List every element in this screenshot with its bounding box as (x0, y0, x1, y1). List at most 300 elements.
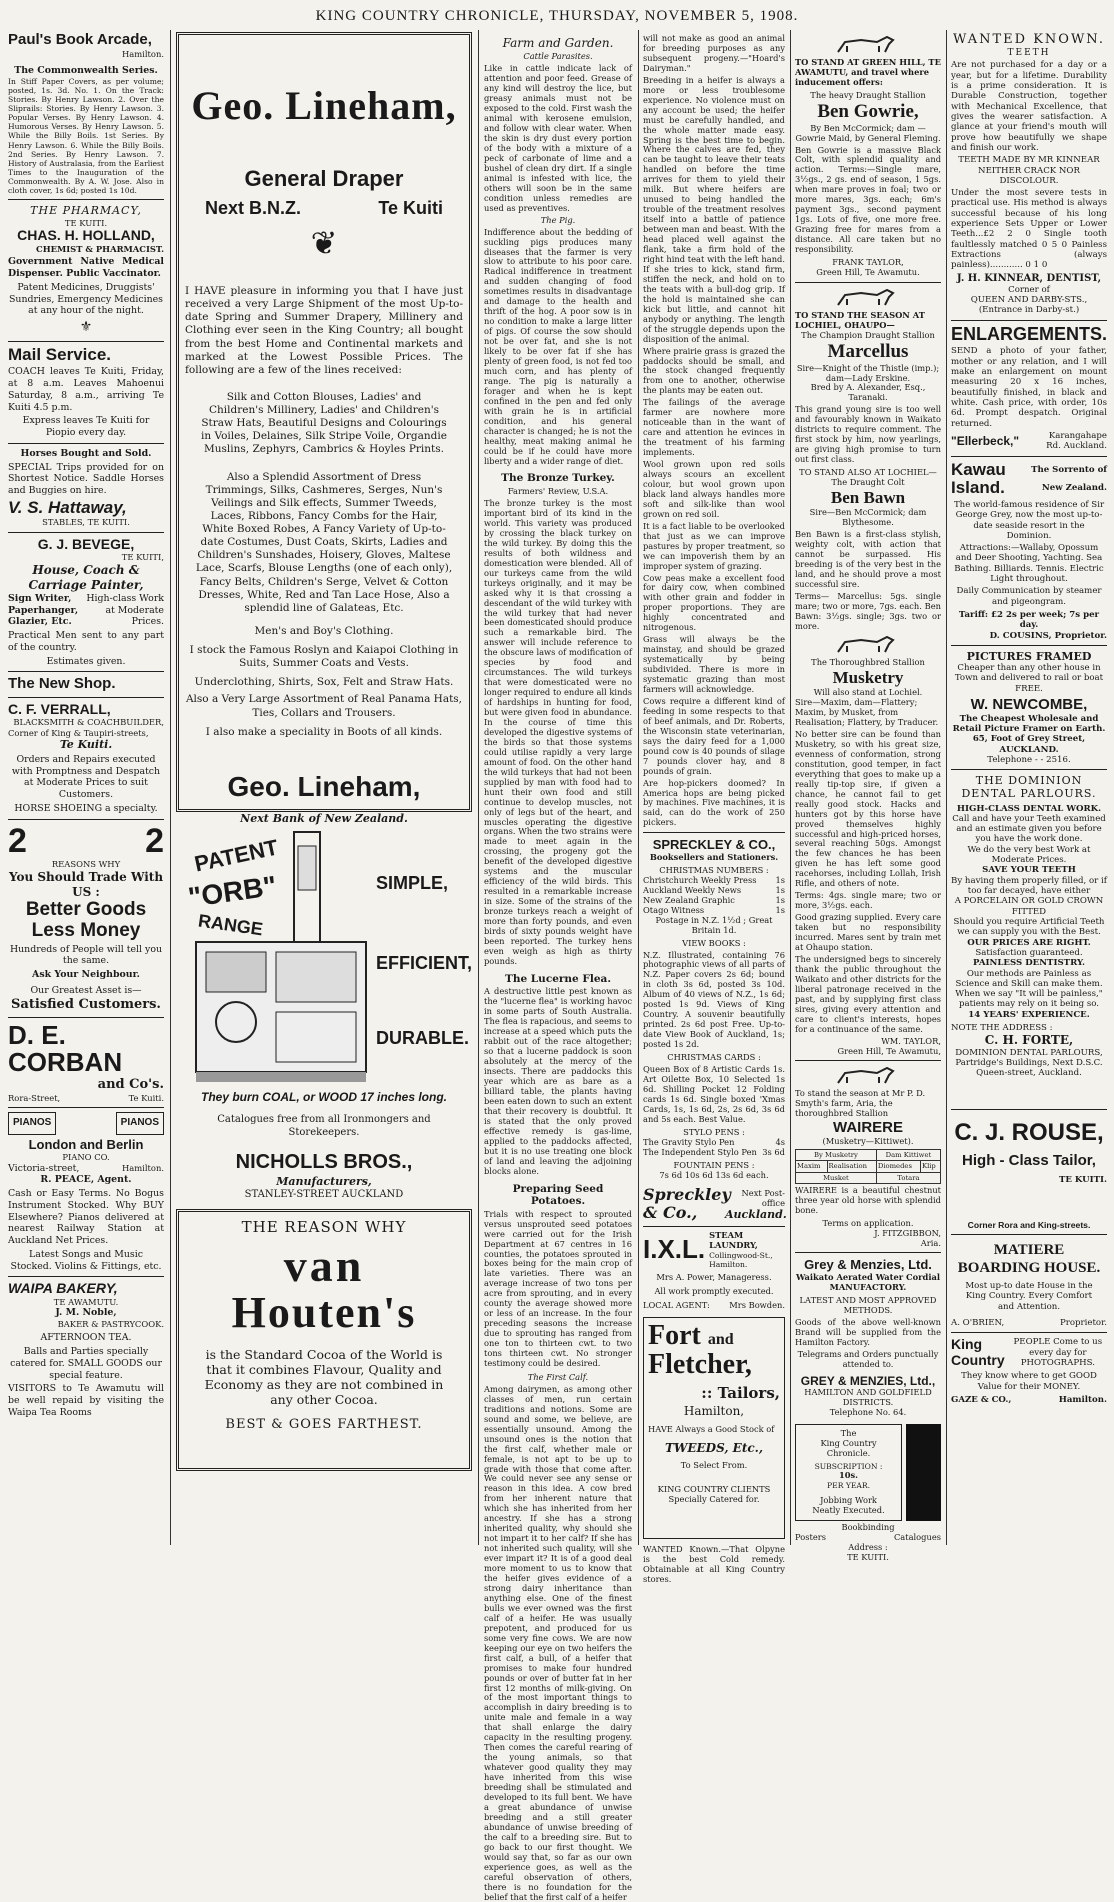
pig-text: Indifference about the bedding of suckling pigs produces many diseases that the farmer is very slow to attribute to his poor care. Radical indifference in treatment and sudden changing of food sometimes results in disadvantage and damage to the health and thrift of the hog. A poor sow is in no condition to make a large litter of pigs. Of course the sow should not be over fat, and she is not likely to be over fat if she has plenty of green food, is not fed too much corn, and has plenty of range. The pig is naturally a forager and when he is kept confined in the pen and fed only with grain he is in artificial condition, and his general character is changed; he is not the healthy, meat making animal he could be if he could have more liberty and a wider range of diet. (484, 226, 632, 466)
sorrento: The Sorrento of (1031, 464, 1107, 475)
orb-label: "ORB" (186, 869, 279, 914)
cattle-text: Like in cattle indicate lack of attention and poor feed. Grease of any kind will destroy the lice, but greasy animals must not be exposed to the cold. First wash the animal with kerosene emulsion, and follow with clear water. When the skin is dry dust every portion of the body with a mixture of a peck of carbonate of lime and a bushel of clean dry dirt. If a single animal is infested with lice, the others will soon be in the same condition unless remedies are used as preventives. (484, 63, 632, 213)
satisfied: Satisfied Customers. (11, 996, 161, 1012)
mens-clothing: Men's and Boy's Clothing. (254, 624, 394, 637)
two-reasons (8, 821, 164, 860)
holland-role: CHEMIST & PHARMACIST. (36, 243, 164, 254)
location-row (205, 197, 443, 220)
subscription: SUBSCRIPTION : (814, 1461, 883, 1471)
corban-street: Rora-Street, (8, 1092, 61, 1103)
cousins: D. COUSINS, Proprietor. (989, 630, 1107, 641)
range-label: RANGE (196, 910, 265, 940)
next-bnz: Next B.N.Z. (205, 197, 302, 218)
efficient-label: EFFICIENT, (376, 953, 473, 973)
special-text: SPECIAL Trips provided for on Shortest Notice. Saddle Horses and Buggies on hire. (8, 461, 164, 496)
two-left: 2 (8, 821, 27, 860)
kc-label: King Country (820, 1437, 877, 1448)
reasons: REASONS WHY (51, 859, 121, 870)
simple-label: SIMPLE, (376, 873, 449, 893)
enlargements: ENLARGEMENTS. (951, 323, 1108, 344)
victoria-town: Hamilton. (121, 1162, 164, 1173)
flea-text: A destructive little pest known as the "lucerne flea" is working havoc in some parts of South Australia. The flea is rapacious, and seems to increase at a speed which puts the rabbit out of the race altogether; so that a lucerne paddock is soon absolutely at the mercy of the insects. There are paddocks this year which are as bare as a billiard table, the plants having been eaten down to such an extent that their recovery is doubtful. It is stated that the only proved effective remedy is gas-lime, applied to the paddocks affected, but it is no use treating one block of land and leaving the adjoining blocks alone. (484, 986, 632, 1176)
thoroughbred: The Thoroughbred Stallion (811, 656, 925, 667)
daily: Daily Communication by steamer and pigeongram. (956, 586, 1102, 607)
orb-range-ad (176, 822, 472, 1152)
lineham-ad (176, 32, 472, 825)
spreckley-sig: Spreckley & Co., (643, 1185, 731, 1223)
underclothing: Underclothing, Shirts, Sox, Felt and Straw Hats. (194, 676, 454, 689)
christmas-cards: CHRISTMAS CARDS : (667, 1052, 761, 1063)
prices-right: OUR PRICES ARE RIGHT. (967, 937, 1091, 948)
ask-neighbour: Ask Your Neighbour. (32, 969, 140, 981)
call: Call and have your Teeth examined and an estimate given you before you have the work done. (952, 813, 1106, 845)
gaze-row (951, 1395, 1107, 1405)
verrall-orders: Orders and Repairs executed with Promptness and Despatch at Moderate Prices to suit Customers. (11, 753, 161, 801)
noble-name: J. M. Noble, (55, 1307, 117, 1319)
manufacturers: Manufacturers, (276, 1175, 372, 1188)
hundreds: Hundreds of People will tell you the same. (9, 943, 163, 967)
painless-text: Our methods are Painless as Science and Skill can make them. When we say "It will be painless," patients may rely on it being so. (955, 968, 1103, 1010)
kinnear-addr: QUEEN AND DARBY-STS., (970, 294, 1088, 305)
turkey-source: Farmers' Review, U.S.A. (507, 486, 609, 497)
corner: Corner Rora and King-streets. (967, 1219, 1091, 1230)
hattaway-name: V. S. Hattaway, (8, 497, 127, 517)
verrall-loc: Corner of King & Taupiri-streets, (8, 727, 149, 738)
horse-icon (833, 34, 903, 56)
nicholls: NICHOLLS BROS., (235, 1151, 413, 1173)
waipa-town: TE AWAMUTU. (53, 1296, 119, 1307)
power-manageress: Mrs A. Power, Manageress. (656, 1271, 772, 1282)
spreckley-addr (725, 1189, 785, 1222)
wairere-name: WAIRERE (832, 1119, 903, 1137)
kawau-text: The world-famous residence of Sir George Grey, now the most up-to-date seaside resort in the Dominion. (953, 499, 1105, 541)
horse-icon (833, 287, 903, 309)
matiere-text: Most up-to date House in the King Country. Every Comfort and Attention. (965, 1281, 1093, 1312)
telegrams: Telegrams and Orders punctually attended to. (797, 1348, 939, 1369)
best-farthest: BEST & GOES FARTHEST. (225, 1417, 423, 1433)
column-5 (795, 32, 941, 1562)
kawau: Kawau (951, 459, 1006, 479)
top-text: will not make as good an animal for breeding purposes as any subsequent progeny.—"Hoard's Dairyman." (643, 33, 785, 73)
bawn-terms: Terms— Marcellus: 5gs. single mare; two or more, 7gs. each. Ben Bawn: 3½gs. single; 3gs. two or more. (795, 591, 941, 631)
note-address: NOTE THE ADDRESS : (951, 1023, 1053, 1034)
highclass: HIGH-CLASS DENTAL WORK. (956, 803, 1102, 814)
greatest-asset: Our Greatest Asset is— (30, 984, 142, 996)
visitors-text: VISITORS to Te Awamutu will be well repaid by visiting the Waipa Tea Rooms (8, 1383, 164, 1418)
people: PEOPLE Come to us every day for PHOTOGRAPHS. (1013, 1337, 1103, 1368)
kinnear-ent: (Entrance in Darby-st.) (978, 305, 1080, 316)
commonwealth-list: In Stiff Paper Covers, as per volume; posted, 1s. 3d. No. 1. On the Track: Stories. By Henry Lawson. 2. Over the Sliprails: Stories. By Henry Lawson. 3. Popular Verses. By Henry Lawson. 4. Humorous Verses. By Henry Lawson. 5. While the Billy Boils. 1st Series. By Henry Lawson. 6. While the Billy Boils. 2nd Series. By Henry Lawson. 7. History of Australasia, from the Earliest Times to the Inauguration of the Commonwealth. By A. W. Jose. Also in cloth cover, 1s 6d; posted 1s 10d. (8, 76, 164, 196)
save-teeth: SAVE YOUR TEETH (982, 865, 1076, 876)
wm-taylor: WM. TAYLOR, (881, 1035, 941, 1046)
wm-addr: Green Hill, Te Awamutu, (837, 1045, 941, 1056)
fountain-pens: FOUNTAIN PENS : (673, 1159, 755, 1170)
column-4 (643, 32, 787, 1584)
country-label: Country (951, 1351, 1005, 1368)
bevege-name: G. J. BEVEGE, (37, 535, 135, 552)
collingwood: Collingwood-St., Hamilton. (709, 1250, 773, 1269)
fountain-prices: 7s 6d 10s 6d 13s 6d each. (659, 1169, 769, 1180)
turkey-text: The bronze turkey is the most important bird of its kind in the world. This variety was produced by crossing the black turkey on the wild turkey. By doing this the results of both wildness and domestication were blended. All of our turkeys came from the wild turkeys originally, and it may be asked why it is that crossing a descendant of the wild turkey with the wild turkey that had never been domesticated should produce such a remarkable bird. The answer will include reference to the obscure laws of modification of species by food and circumstances. The wild turkeys that were domesticated were no longer required to endure all kinds of hardships in hunting for food, but were given food in abundance. In the course of time this developed the digestive systems of the birds so that those systems could utilise rapidly a very large amount of food. On the other hand the wild turkeys that had not been supplied by man with food had to hunt their own food and still continue to develop muscles, not only of legs but of the heart, and muscles operating the digestive organs. When the two strains were made to meet again in the crossing, the progeny got the benefit of the developed digestive systems and the muscular efficiency of the wild birds. This resulted in a remarkable increase in size. Some of the strains of the bronze turkeys reach a weight of more than forty pounds, and even birds of sixty pounds weight have been reported. The turkey hens even weigh as high as thirty pounds. (484, 498, 632, 966)
pianos-label: PIANOS (8, 1112, 56, 1135)
ixl-row (643, 1231, 785, 1269)
attractions: Attractions:—Wallaby, Opossum and Deer Shooting, Yachting. Sea Bathing. Billiards. Tennis. Electric Light throughout. (954, 543, 1104, 585)
stanley: STANLEY-STREET AUCKLAND (244, 1188, 404, 1200)
panama: Also a Very Large Assortment of Real Panama Hats, Ties, Collars and Trousers. (185, 693, 463, 719)
chronicle-label: Chronicle. (826, 1447, 871, 1458)
lineham-sig: Geo. Lineham, (227, 770, 421, 802)
lineham-list2: Also a Splendid Assortment of Dress Trimmings, Silks, Cashmeres, Serges, Nun's Veilings and Silk effects, Summer Tweeds, Laces, Ribbons, Fancy Combs for the Hair, White Boxed Robes, A Fancy Variety of Up-to-date Costumes, Dust Coats, Skirts, Ladies and Children's Sunshades, Hoisery, Gloves, Maltese Lace, Scarfs, Blouse Lengths (one of each only), Fancy Belts, Children's Serge, Velvet & Cotton Dresses, White, Red and Tan Lace Hose, Also a splendid line of Galateas, Etc. (195, 470, 453, 614)
crest-icon: ⚜ (79, 319, 93, 336)
breed-text: Breeding in a heifer is always a more or less troublesome experience. No violence must on any account be used; the heifer must be carefully handled, and the whole matter made easy. Spring is the best time to begin. Where the calves are fed, they can be taught to leave their teats handled on before the time arrives for them to yield their milk. But where heifers are unused to being handled the trouble of the treatment resolves itself into a battle of patience between man and beast. With the head placed well against the flank, take a firm hold of the right hind teat with the left hand. If she tries to kick, stand firm, stiffen the neck, and hold on to the teats with a bull-dog grip. If the hold is maintained she can kick but little, and cannot hit anybody or anything. The length of the struggle depends upon the disposition of the animal. (643, 74, 785, 344)
proprietor: Proprietor. (1059, 1317, 1107, 1328)
king-country (951, 1337, 1005, 1368)
peace-agent: R. PEACE, Agent. (40, 1174, 132, 1186)
column-2 (176, 32, 472, 1542)
frank-taylor: FRANK TAYLOR, (832, 257, 904, 267)
frank-addr: Green Hill, Te Awamutu. (816, 266, 920, 277)
cows-text: Cows require a different kind of feeding in some respects to that of beef animals, and Dr. Roberts, the Wisconsin state veterinarian, says the dairy feed for a 1,000 pound cow is 40 pounds of silage 7 pounds clover hay, and 8 pounds of grain. (643, 695, 785, 776)
potatoes-heading: Preparing Seed Potatoes. (512, 1182, 604, 1208)
xmas-item: Otago Witness 1s (643, 904, 785, 915)
tailor: High - Class Tailor, (962, 1151, 1096, 1169)
stylo-item: The Gravity Stylo Pen 4s (643, 1136, 785, 1147)
burn-text: They burn COAL, or WOOD 17 inches long. (200, 1090, 448, 1104)
gowrie-text: Ben Gowrie is a massive Black Colt, with splendid quality and action. Terms:—Single mare, 3½gs., 2 gs. end of season, 1 5gs. when mare proves in foal; two or more mares, 3gs. each; 6m's payment 3gs., second payment 1gs. Lots of five, one more free. Grazing free for mares from a distance. All care taken but no responsibility. (795, 144, 941, 255)
kc-clients: KING COUNTRY CLIENTS (657, 1484, 771, 1495)
we-do: We do the very best Work at Moderate Prices. (967, 844, 1091, 866)
roslyn: I stock the Famous Roslyn and Kaiapoi Clothing in Suits, Summer Coats and Vests. (189, 644, 459, 670)
enlarge-text: SEND a photo of your father, mother or any relation, and I will make an enlargement on mount measuring 20 x 16 inches, beautifully finished, in black and white. Cash price, with order, 10s 6d. Prompt despatch. Original returned. (951, 346, 1107, 429)
grazing: Good grazing supplied. Every care taken but no responsibility incurred. Mares sent by train met at Ohaupo station. (795, 912, 941, 952)
column-6 (951, 32, 1107, 1542)
tel: Telephone - - 2516. (987, 754, 1071, 765)
goods-supplied: Goods of the above well-known Brand will be supplied from the Hamilton Factory. (795, 1316, 941, 1347)
holland-name: CHAS. H. HOLLAND, (17, 227, 155, 244)
column-rule (946, 30, 947, 1545)
lochiel: TO STAND THE SEASON AT LOCHIEL, OHAUPO— (795, 309, 925, 330)
column-3 (484, 32, 632, 1902)
bowden: Mrs Bowden. (729, 1299, 785, 1310)
bevege-men: Practical Men sent to any part of the country. (8, 630, 164, 653)
next-po: Next Post-office (741, 1187, 785, 1208)
reason-why: THE REASON WHY (241, 1218, 407, 1237)
kinnear-text: Under the most severe tests in practical use. His method is always successful because of his long experience Sets Upper or Lower Teeth...£2 2 0 Single tooth faultlessly matched 0 5 0 Painless Extractions (always painless)............ 0 1 0 (951, 188, 1107, 271)
afternoon-tea: AFTERNOON TEA. (40, 1332, 132, 1344)
musketry-sire: Sire—Maxim, dam—Flattery; Maxim, by Musket, from Realisation; Flattery, by Traducer. (795, 697, 939, 728)
obrien: A. O'BRIEN, (951, 1317, 1005, 1328)
horse-icon (833, 634, 903, 656)
column-rule (478, 30, 479, 1545)
musketry-text: No better sire can be found than Musketry, so with his great size, evenness of conformation, strong constitution, good temper, in fact everything that goes to make up a really tip-top sire, if given a chance, he cannot fail to get really good stock. Hacks and hunters got by this horse have proved themselves highly successful and high-priced horses, several reaching 50gs. Amongst the few chances he has been given he has left some good racehorses, including Lollah, Irish Rifle, and others of note. (795, 728, 941, 889)
holland-govt: Government Native Medical Dispenser. Public Vaccinator. (8, 256, 164, 280)
bevege-town: TE KUITI, (121, 552, 164, 563)
should: Should you require Artificial Teeth we can supply you with the Best. (953, 916, 1105, 938)
wairere-text: WAIRERE is a beautiful chestnut three year old horse with splendid bone. (795, 1184, 941, 1215)
heavy-draught: The heavy Draught Stallion (810, 89, 926, 100)
porcelain: A PORCELAIN OR GOLD CROWN FITTED (954, 896, 1104, 917)
bevege-estimates: Estimates given. (46, 655, 126, 667)
verrall-town: Te Kuiti. (59, 738, 113, 752)
cheapest: The Cheapest Wholesale and Retail Picture Framer on Earth. (952, 713, 1106, 734)
greenhill: TO STAND AT GREEN HILL, TE AWAMUTU, and travel where inducement offers: (795, 57, 941, 87)
commonwealth-heading: The Commonwealth Series. (14, 65, 158, 76)
kinnear-corner: Corner of (1008, 284, 1050, 295)
newshop-title: The New Shop. (8, 675, 116, 693)
catalogues-label: Catalogues (893, 1531, 941, 1542)
marcellus-text: This grand young sire is too well and favourably known in Waikato districts to require comment. The first stock by him, now yearlings, are giving high promise to turn out first class. (795, 404, 941, 465)
spreckley-title: SPRECKLEY & CO., (652, 837, 776, 853)
aria: Aria. (920, 1237, 941, 1248)
waipa-title: WAIPA BAKERY, (8, 1280, 118, 1297)
catered: Specially Catered for. (668, 1494, 760, 1505)
view-text: N.Z. Illustrated, containing 76 photographic views of all parts of N.Z. Paper covers 2s 6d; bound in cloth 3s 6d, posted 3s 10d. Album of 40 views of N.Z., 1s 6d; posted 1s 9d. Views of King Country. A souvenir beautifully printed. 2s 6d post Free. Up-to-date View Book of Auckland, 1s; posted 1s 2d. (643, 949, 785, 1050)
piano-text: Cash or Easy Terms. No Bogus Instrument Stocked. Why BUY Elsewhere? Pianos delivered at nearest Railway Station at Auckland Net Prices. (8, 1188, 164, 1247)
chronicle-ad (795, 1424, 941, 1521)
dominion: THE DOMINION DENTAL PARLOURS. (961, 774, 1097, 801)
draper-heading: General Draper (244, 166, 404, 191)
cowpeas-text: Cow peas make a excellent food for dairy cow, when combined with other grain and fodder in proper proportions. They are highly concentrated and nitrogenous. (643, 572, 785, 633)
tweeds: TWEEDS, Etc., (664, 1440, 764, 1455)
calf-text: Among dairymen, as among other classes of men, run certain traditions and notions. Some are sound and some, we believe, are essentially unsound. Among the unsound ones is the notion that the first calf, whether male or female, is not apt to be up to grade with those that come after. We could never see any sense or reason in this idea. A cow bred from her inherent nature that which she has inherited from her ancestry. If she has a strong inherited quality, why should she not impart it to her calf? If she has not inherited such quality, will she ever impart it? It is of a good deal more moment to us to know that the heifer gives evidence of a strong dairy inheritance than anything else. One of the finest bulls we ever owned was the first calf of a heifer. He was usually prepotent, and produced for us some very fine cows. We are now keeping our eye on two heifers the first calf, a bull, of a heifer that promises to make four hundred pounds or over of butter fat in her first 12 months of milk-giving. On of the most important things to accomplish in dairy breeding is to unite male and female in a way that shall enlarge the dairy capacity in the resulting progeny. Then comes the careful rearing of the young animals, so that whatever good quality they may have inherited from this wise breeding shall be stimulated and developed to its full bent. We have a great abundance of unwise breeding and a still greater abundance of unwise breeding of the calf to a breeding sire. But to go back to our first thought. We would say that, so far as our own experience goes, as well as the careful observation of others, there is no foundation for the belief that the first calf of a heifer (484, 1383, 632, 1902)
calf-heading: The First Calf. (527, 1371, 589, 1382)
hattaway-stables: STABLES, TE KUITI. (42, 517, 130, 528)
potatoes-text: Trials with respect to sprouted versus unsprouted seed potatoes were carried out for the Irish Department at 67 centres in 16 counties, the potatoes sprouted in boxes being for the main crop of late varieties. There was an average increase of two tons per acre from sprouting, and in every county the average showed more or less of an increase. In the four preceding seasons the increase due to sprouting has ranged from one ton to thirteen cwt. to two tons thirteen cwt. No stronger testimony could be desired. (484, 1208, 632, 1368)
local-agent: LOCAL AGENT: (643, 1299, 710, 1310)
two-right: 2 (145, 821, 164, 860)
newcombe: W. NEWCOMBE, (970, 696, 1088, 714)
marcellus-name: Marcellus (827, 340, 909, 362)
trade-with: You Should Trade With US : (8, 869, 164, 899)
patent-label: PATENT (192, 834, 281, 877)
holland-meds: Patent Medicines, Druggists' Sundries, Emergency Medicines at any hour of the night. (9, 281, 163, 317)
cheaper: Cheaper than any other house in Town and delivered to rail or boat FREE. (954, 663, 1104, 694)
latest-methods: LATEST AND MOST APPROVED METHODS. (799, 1294, 937, 1315)
te-kuiti: Te Kuiti (378, 197, 443, 218)
all-work: All work promptly executed. (654, 1285, 774, 1296)
pianos-row (8, 1112, 164, 1135)
gaze: GAZE & CO., (951, 1394, 1012, 1405)
per-year: PER YEAR. (827, 1480, 871, 1490)
stylo-item: The Independent Stylo Pen 3s 6d (643, 1146, 785, 1157)
kawau-row (951, 461, 1107, 480)
bevege-signs: Sign Writer, Paperhanger, Glazier, Etc. (8, 592, 79, 628)
horses-heading: Horses Bought and Sold. (20, 447, 152, 459)
bevege-details (8, 593, 164, 628)
champion: The Champion Draught Stallion (801, 329, 935, 340)
years: 14 YEARS' EXPERIENCE. (968, 1009, 1090, 1020)
turkey-heading: The Bronze Turkey. (501, 472, 615, 485)
gowrie-name: Ben Gowrie, (817, 100, 919, 122)
column-rule (638, 30, 639, 1545)
corban-co: and Co's. (97, 1076, 164, 1092)
obrien-row (951, 1318, 1107, 1328)
marcellus-sire: Sire—Knight of the Thistle (imp.); dam—Lady Erskine. (796, 362, 940, 383)
horse-icon (833, 1065, 903, 1087)
column-rule (170, 30, 171, 1545)
black-bar (906, 1424, 941, 1521)
know: They know where to get GOOD Value for their MONEY. (961, 1371, 1097, 1392)
verrall-name: C. F. VERRALL, (8, 700, 111, 717)
gaze-town: Hamilton. (1058, 1394, 1107, 1405)
xmas-item: New Zealand Graphic 1s (643, 894, 785, 905)
cards-text: Queen Box of 8 Artistic Cards 1s. Art Oilette Box, 10 Selected 1s 6d. Shilling Pocket 12 Folding cards 1s 6d. Single boxed 'Xmas Cards, 1s, 1s 6d, 2s, 2s 6d, 3s 6d and 5s each. Best Value. (643, 1064, 785, 1124)
view-books: VIEW BOOKS : (682, 937, 746, 948)
fort-label: Fort and (648, 1319, 734, 1351)
corban-name: D. E. CORBAN (8, 1019, 123, 1078)
painless: PAINLESS DENTISTRY. (973, 958, 1085, 969)
king-label: King (951, 1336, 983, 1353)
corban-town: Te Kuiti. (128, 1092, 164, 1103)
partridge: Partridge's Buildings, Next D.S.C. (955, 1058, 1103, 1069)
bevege-work: High-class Work at Moderate Prices. (86, 592, 164, 628)
lineham-title: Geo. Lineham, (191, 83, 457, 128)
verrall-horse: HORSE SHOEING a specialty. (14, 802, 158, 814)
terms-app: Terms on application. (822, 1217, 914, 1228)
having: By having them properly filled, or if too far decayed, have either (951, 875, 1107, 896)
tailors-label: :: Tailors, (701, 1384, 780, 1403)
prairie-text: Where prairie grass is grazed the paddocks should be small, and the stock changed frequently from one to another, otherwise the plants may be eaten out. (643, 345, 785, 396)
teeth-text: Are not purchased for a day or a year, but for a lifetime. Durability is a prime consideration. It is Durable Construction, together with Mechanical Excellence, that gives the wearer satisfaction. A glance at your friend's mouth will prove how beautifully we shape and finish our work. (951, 60, 1107, 153)
less-money: Less Money (31, 919, 141, 941)
fitzgibbon: J. FITZGIBBON, (874, 1227, 941, 1238)
bevege-trade: House, Coach & Carriage Painter, (28, 562, 144, 592)
fort-fletcher-ad (643, 1317, 785, 1539)
masthead: KING COUNTRY CHRONICLE, THURSDAY, NOVEMBER 5, 1908. (315, 8, 799, 24)
grass-text: Grass will always be the mainstay, and should be grazed systematically by being subdivided. There is more in systematic grazing than most farmers will acknowledge. (643, 634, 785, 694)
wanted-text: WANTED Known.—That Olpyne is the best Cold remedy. Obtainable at all King Country stores. (643, 1543, 785, 1584)
smyth: To stand the season at Mr P. D. Smyth's farm, Aria, the thoroughbred Stallion (795, 1088, 926, 1119)
steam-laundry: STEAM LAUNDRY, (709, 1229, 758, 1250)
verrall-trade: BLACKSMITH & COACHBUILDER, (13, 717, 164, 728)
ixl-logo: I.X.L. (643, 1234, 706, 1265)
wool-text: Wool grown upon red soils always scours an excellent colour, but wool grown upon black land always handles more soft and silk-like than wool grown on red soil. (643, 459, 785, 519)
gowrie-pedigree: By Ben McCormick; dam — Gowrie Maid, by General Fleming. (795, 122, 941, 143)
island-row (951, 479, 1107, 498)
posters: Posters (795, 1531, 826, 1542)
the-label: The (840, 1427, 857, 1438)
to-select: To Select From. (680, 1460, 748, 1471)
christmas-numbers: CHRISTMAS NUMBERS : (659, 864, 769, 875)
lineham-list1: Silk and Cotton Blouses, Ladies' and Children's Millinery, Ladies' and Children's Straw Hats, Beautiful Designs and Colourings in Voiles, Delaines, Silk Stripe Voile, Organdie Muslins, Zephyrs, Cambrics & Hoyles Prints. (201, 390, 447, 456)
durable-label: DURABLE. (376, 1028, 469, 1048)
draught-colt: The Draught Colt (831, 477, 905, 488)
musketry-name: Musketry (832, 667, 904, 687)
undersigned: The undersigned begs to sincerely thank the public throughout the Waikato and other districts for the liberal patronage received in the past, and by supplying first class sires, giving every attention and care to client's interests, hopes for a continuance of the same. (795, 953, 941, 1034)
bawn-sire: Sire—Ben McCormick; dam Blythesome. (809, 507, 927, 528)
van-houten-ad (176, 1209, 472, 1471)
gaze-ad (951, 1337, 1107, 1368)
corban-addr (8, 1093, 164, 1104)
houten-label: Houten's (231, 1288, 417, 1337)
boots: I also make a speciality in Boots of all kinds. (205, 725, 443, 738)
piano-co: PIANO CO. (62, 1152, 110, 1163)
mail-express: Express leaves Te Kuiti for Piopio every day. (22, 415, 150, 438)
matiere: MATIERE (993, 1242, 1065, 1259)
cattle-heading: Cattle Parasites. (523, 51, 593, 62)
van-label: van (283, 1240, 365, 1291)
marcellus-bred: Bred by A. Alexander, Esq., Taranaki. (810, 382, 926, 403)
pianos-label: PIANOS (116, 1112, 164, 1135)
telephone: Telephone No. 64. (829, 1406, 907, 1417)
ellerbeck: "Ellerbeck," (951, 433, 1020, 448)
ornament-icon: ❦ (310, 224, 338, 262)
teeth-label: TEETH (1007, 47, 1051, 58)
column-1 (8, 32, 164, 1542)
pauls-city: Hamilton. (121, 48, 164, 59)
satisfaction: Satisfaction guaranteed. (975, 947, 1083, 958)
local-agent-row (643, 1301, 785, 1311)
island: Island. (951, 478, 1005, 498)
nz: New Zealand. (1041, 483, 1107, 494)
booksellers: Booksellers and Stationers. (649, 851, 779, 862)
wanted-known: WANTED KNOWN. (953, 32, 1105, 47)
forte-dom: DOMINION DENTAL PARLOURS, (955, 1047, 1103, 1058)
better-goods: Better Goods (25, 898, 147, 920)
bawn-text: Ben Bawn is a first-class stylish, weighty colt, with action that cannot be surpassed. His breeding is of the very best in the land, and he should prove a most successful sire. (795, 529, 941, 590)
hamilton-label: Hamilton, (683, 1404, 745, 1419)
address-label: Address : (848, 1541, 888, 1552)
pauls-title: Paul's Book Arcade, (8, 31, 152, 48)
mail-text: COACH leaves Te Kuiti, Friday, at 8 a.m. Leaves Mahoenui Saturday, 8 a.m., arriving Te Kuiti 4.5 p.m. (8, 366, 164, 413)
grey-menzies: Grey & Menzies, Ltd. (804, 1257, 932, 1273)
jobbing: Jobbing Work (820, 1494, 877, 1505)
neatly: Neatly Executed. (812, 1504, 885, 1515)
pig-heading: The Pig. (540, 214, 576, 225)
pedigree-table: By Musketry Dam Kittiwet Maxim Realisation Diomedes Klip Musket Totara (795, 1149, 941, 1183)
mail-title: Mail Service. (8, 344, 112, 364)
victoria-street: Victoria-street, (8, 1162, 80, 1174)
forte: C. H. FORTE, (984, 1033, 1074, 1048)
victoria-row (8, 1163, 164, 1175)
bookbinding: Bookbinding (841, 1521, 895, 1532)
ixl-info (709, 1231, 785, 1269)
xmas-item: Christchurch Weekly Press 1s (643, 874, 785, 885)
chronicle-box (795, 1424, 902, 1521)
stylo-pens: STYLO PENS : (683, 1126, 745, 1137)
have-good-stock: HAVE Always a Good Stock of (648, 1423, 775, 1434)
grey-st: 65, Foot of Grey Street, AUCKLAND. (972, 734, 1086, 755)
xmas-list (643, 876, 785, 916)
musketry-terms: Terms: 4gs. single mare; two or more, 3½gs. each. (795, 890, 941, 911)
next-bank: Next Bank of New Zealand. (240, 811, 408, 825)
flea-heading: The Lucerne Flea. (505, 972, 611, 985)
london-berlin: London and Berlin (28, 1136, 144, 1152)
tekuiti-label: TE KUITI. (847, 1551, 889, 1562)
rouse-town: TE KUITI. (1058, 1175, 1107, 1186)
karanga: Karangahape Rd. Auckland. (1046, 430, 1107, 452)
kinnear-name: J. H. KINNEAR, DENTIST, (956, 272, 1102, 284)
cocoa-text: is the Standard Cocoa of the World is that it combines Flavour, Quality and Economy as they are not combined in any other Cocoa. (204, 1347, 444, 1408)
failings-text: The failings of the average farmer are nowhere more noticeable than in the want of care and attention he evinces in the treatment of his farming implements. (643, 397, 785, 458)
hamilton-goldfield: HAMILTON AND GOLDFIELD DISTRICTS. (804, 1387, 932, 1407)
postage: Postage in N.Z. 1½d ; Great Britain 1d. (655, 914, 773, 935)
ben-bawn: Ben Bawn (830, 488, 906, 507)
farm-title: Farm and Garden. (502, 36, 614, 50)
noble-role: BAKER & PASTRYCOOK. (57, 1318, 164, 1329)
fletcher-label: Fletcher, (648, 1348, 752, 1380)
hop-text: Are hop-pickers doomed? In America hops are being picked by machines. Five machines, it is said, can do the work of 250 pickers. (643, 777, 785, 828)
wairere-ped: (Musketry—Kittiwet). (822, 1136, 914, 1147)
fact-text: It is a fact liable to be overlooked that just as we can improve pastures by proper treatment, so we can impoverish them by an improper system of grazing. (643, 520, 785, 571)
kinnear-made: TEETH MADE BY MR KINNEAR NEITHER CRACK NOR DISCOLOUR. (958, 155, 1100, 186)
also-lochiel: TO STAND ALSO AT LOCHIEL— (799, 467, 937, 478)
ten-shillings: 10s. (838, 1469, 859, 1480)
queen-st: Queen-street, Auckland. (976, 1068, 1082, 1079)
auckland: Auckland. (725, 1208, 787, 1222)
aerated: Waikato Aerated Water Cordial MANUFACTORY. (795, 1272, 941, 1293)
grey-menzies-2: GREY & MENZIES, Ltd., (800, 1373, 936, 1388)
